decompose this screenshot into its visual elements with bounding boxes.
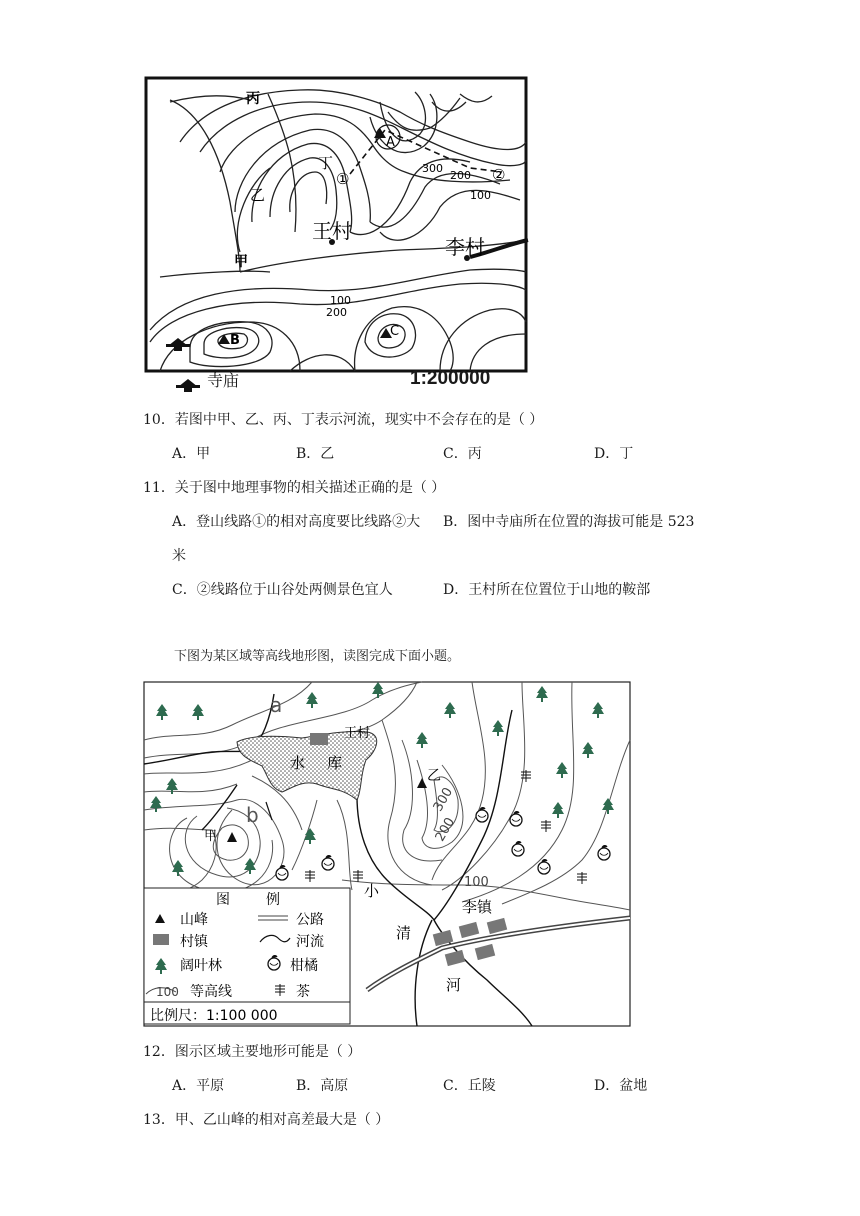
label-contour-100b: 100: [330, 294, 351, 307]
label-route1: ①: [336, 170, 350, 188]
legend-forest: 阔叶林: [180, 958, 222, 974]
label-qing: 清: [396, 924, 412, 942]
section-intro: 下图为某区域等高线地形图，读图完成下面小题。: [174, 649, 461, 664]
q10-option-a[interactable]: A．甲: [172, 446, 211, 462]
label-ding: 丁: [318, 154, 334, 172]
label-jia: 甲: [204, 829, 218, 844]
map1-scale: 1:200000: [410, 368, 491, 389]
q12-option-d[interactable]: D．盆地: [594, 1078, 648, 1094]
q11-option-c[interactable]: C．②线路位于山谷处两侧景色宜人: [172, 582, 393, 598]
q11-option-b[interactable]: B．图中寺庙所在位置的海拔可能是 523: [443, 514, 695, 530]
label-route2: ②: [492, 166, 506, 184]
question-11: 11．关于图中地理事物的相关描述正确的是（ ）: [143, 480, 446, 496]
label-yi: 乙: [250, 186, 266, 204]
label-reservoir-2: 库: [327, 754, 343, 772]
contour-map-2: [142, 680, 632, 1028]
label-wangcun: 王村: [312, 219, 352, 243]
label-jia: 甲: [234, 254, 248, 270]
q12-option-a[interactable]: A．平原: [172, 1078, 225, 1094]
label-contour-100: 100: [470, 189, 491, 202]
label-xiao: 小: [364, 882, 380, 900]
question-13: 13．甲、乙山峰的相对高差最大是（ ）: [143, 1112, 390, 1128]
legend-citrus: 柑橘: [290, 958, 318, 974]
label-contour-200: 200: [432, 815, 459, 845]
label-licun: 李村: [445, 235, 485, 259]
label-a: A: [386, 135, 395, 150]
question-12: 12．图示区域主要地形可能是（ ）: [143, 1044, 362, 1060]
label-contour-300: 300: [430, 785, 457, 815]
label-yi: 乙: [427, 768, 441, 784]
label-contour-200: 200: [450, 169, 471, 182]
label-b: B: [230, 333, 240, 348]
label-contour-200b: 200: [326, 306, 347, 319]
legend-title-2: 例: [266, 892, 280, 908]
legend-title-1: 图: [216, 892, 230, 908]
legend-tea: 茶: [296, 984, 310, 1000]
legend-contour: 等高线: [190, 984, 232, 1000]
q12-option-b[interactable]: B．高原: [296, 1078, 349, 1094]
legend-village-icon: [153, 934, 169, 945]
legend-peak: 山峰: [180, 912, 208, 928]
legend-temple-label: 寺庙: [207, 371, 240, 390]
label-lizhen: 李镇: [462, 898, 493, 916]
q11-option-d[interactable]: D．王村所在位置位于山地的鞍部: [443, 582, 651, 598]
label-a: a: [270, 693, 283, 717]
contour-map-1: [140, 72, 540, 394]
legend-village: 村镇: [180, 934, 208, 950]
q12-option-c[interactable]: C．丘陵: [443, 1078, 496, 1094]
label-he: 河: [446, 976, 462, 994]
map2-scale: 比例尺：1:100 000: [150, 1008, 278, 1024]
legend-road: 公路: [296, 912, 324, 928]
legend-temple-icon: [176, 379, 200, 392]
legend-contour-sample: 100: [156, 985, 179, 999]
q10-option-d[interactable]: D．丁: [594, 446, 634, 462]
q10-option-b[interactable]: B．乙: [296, 446, 335, 462]
q10-option-c[interactable]: C．丙: [443, 446, 482, 462]
label-c: C: [390, 324, 400, 339]
label-reservoir-1: 水: [290, 754, 306, 772]
map2-legend: [144, 888, 350, 1024]
label-b: b: [246, 803, 259, 827]
label-contour-100: 100: [464, 875, 489, 890]
q11-option-b-cont: 米: [172, 548, 186, 564]
question-10: 10．若图中甲、乙、丙、丁表示河流，现实中不会存在的是（ ）: [143, 412, 544, 428]
legend-river: 河流: [296, 934, 324, 950]
label-contour-300: 300: [422, 162, 443, 175]
label-wangcun: 王村: [344, 726, 371, 741]
label-bing: 丙: [246, 91, 260, 107]
wangcun-icon: [310, 733, 328, 745]
q11-option-a[interactable]: A．登山线路①的相对高度要比线路②大: [172, 514, 421, 530]
